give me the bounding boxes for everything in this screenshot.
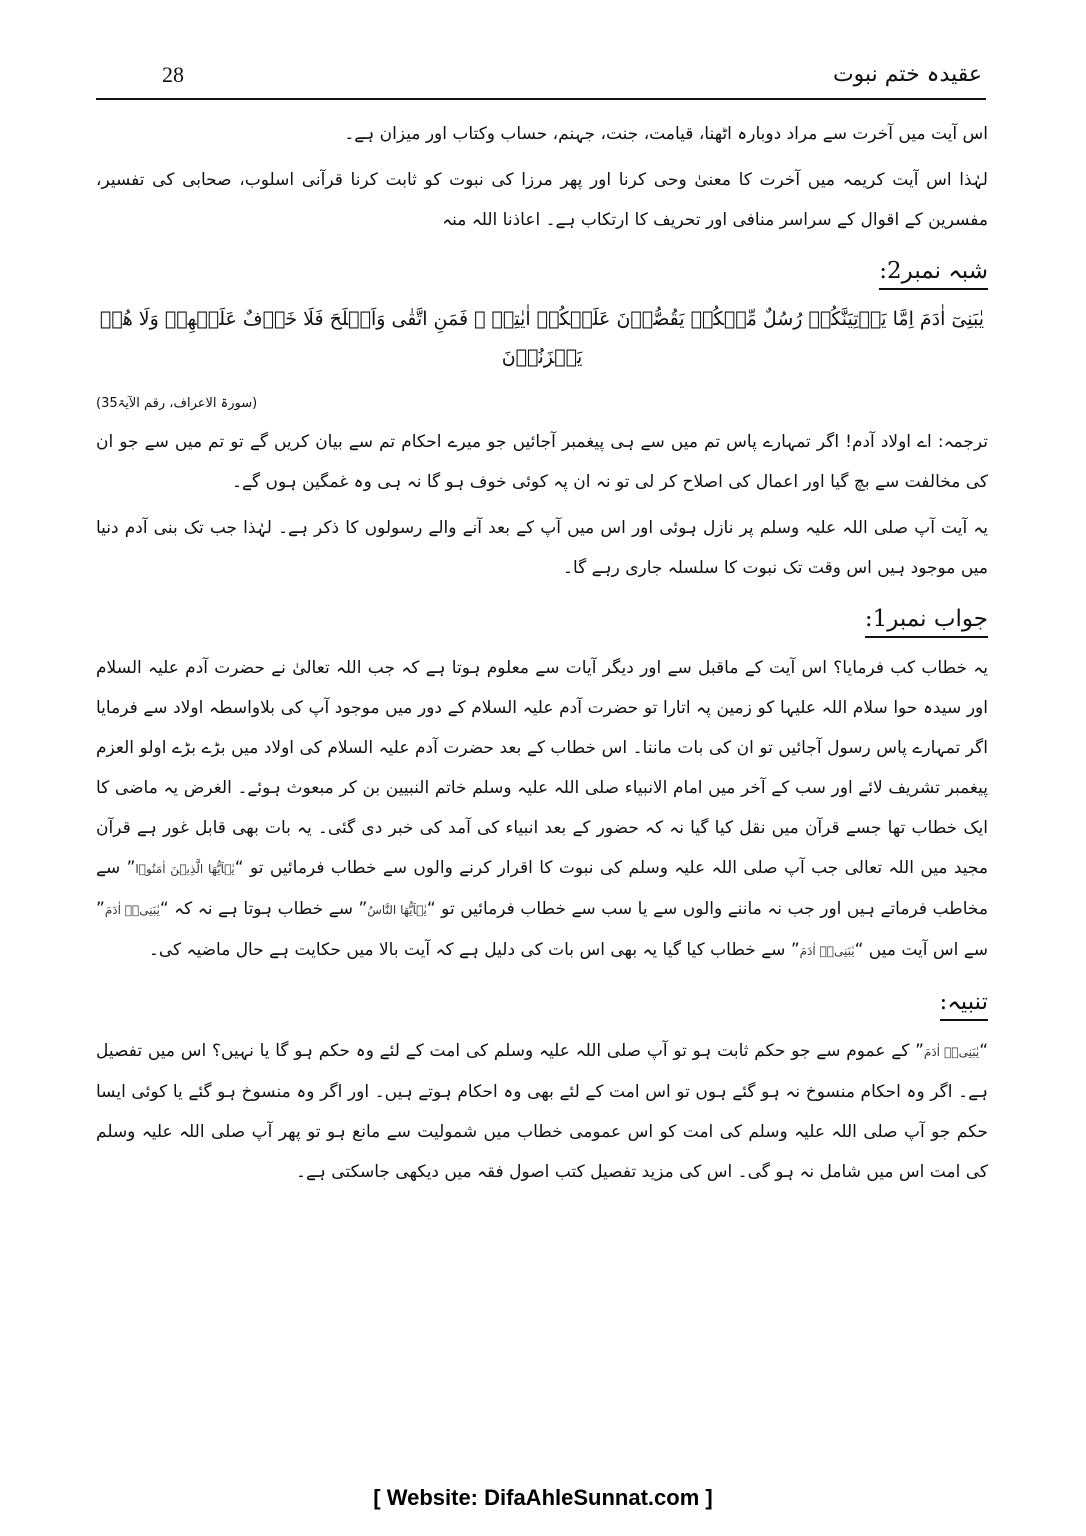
quran-verse: يٰبَنِىٓ اٰدَمَ اِمَّا يَاۡتِيَنَّكُمۡ رُسُلٌ مِّنۡكُمۡ يَقُصُّوۡنَ عَلَيۡكُمۡ اٰيٰتِىۡ ۙ فَمَنِ اتَّقٰى وَاَصۡلَحَ فَلَا خَوۡفٌ عَلَيۡهِمۡ وَلَا هُمۡ يَحۡزَنُوۡنَ — [99, 308, 985, 368]
section-doubt-2 — [96, 246, 988, 588]
note-body: “يٰبَنِىۡۤ اٰدَمَ” کے عموم سے جو حکم ثابت ہو تو آپ صلی اللہ علیہ وسلم کی امت کے لئے وہ حکم ہو گا یا نہیں؟ اس میں تفصیل ہے۔ اگر وہ احکام منسوخ نہ ہو گئے ہوں تو اس امت کے لئے بھی وہ احکام ہوتے ہیں۔ اور اگر وہ منسوخ ہو گئے یا کوئی ایسا حکم جو آپ صلی اللہ علیہ وسلم کی امت کو اس عمومی خطاب میں شمولیت سے مانع ہو تو پھر آپ صلی اللہ علیہ وسلم کی امت اس میں شامل نہ ہو گی۔ اس کی مزید تفصیل کتب اصول فقہ میں دیکھی جاسکتی ہے۔ — [96, 1041, 988, 1182]
website-footer: [ Website: DifaAhleSunnat.com ] — [373, 1485, 713, 1510]
note-text: کے عموم سے جو حکم ثابت ہو تو آپ صلی اللہ علیہ وسلم کی امت کے لئے وہ حکم ہو گا یا نہیں؟ اس میں تفصیل ہے۔ اگر وہ احکام منسوخ نہ ہو گئے ہوں تو اس امت کے لئے بھی وہ احکام ہوتے ہیں۔ اور اگر وہ منسوخ ہو گئے یا کوئی ایسا حکم جو آپ صلی اللہ علیہ وسلم کی امت کو اس عمومی خطاب میں شمولیت سے مانع ہو تو پھر آپ صلی اللہ علیہ وسلم کی امت اس میں شامل نہ ہو گی۔ اس کی مزید تفصیل کتب اصول فقہ میں دیکھی جاسکتی ہے۔ — [96, 1041, 988, 1182]
paragraph-conclusion: لہٰذا اس آیت کریمہ میں آخرت کا معنیٰ وحی کرنا اور پھر مرزا کی نبوت کو ثابت کرنا قرآنی اسلوب، صحابی کی تفسیر، مفسرین کے اقوال کے سراسر منافی اور تحریف کا ارتکاب ہے۔ اعاذنا اللہ منہ — [96, 170, 988, 230]
verse-reference: (سورۃ الاعراف، رقم الآیۃ35) — [96, 396, 258, 411]
quote-ya-bani-adam-1: يٰبَنِىۡۤ اٰدَمَ — [104, 903, 160, 917]
answer-text-a: یہ خطاب کب فرمایا؟ اس آیت کے ماقبل سے اور دیگر آیات سے معلوم ہوتا ہے کہ جب اللہ تعالیٰ نے حضرت آدم علیہ السلام اور سیدہ حوا سلام اللہ علیہا کو زمین پہ اتارا تو حضرت آدم علیہ السلام کے دور میں موجود آپ کی بلاواسطہ اولاد سے فرمایا اگر تمہارے پاس رسول آجائیں تو ان کی بات ماننا۔ اس خطاب کے بعد حضرت آدم علیہ السلام کی اولاد میں بڑے بڑے اولو العزم پیغمبر تشریف لائے اور سب کے آخر میں امام الانبیاء صلی اللہ علیہ وسلم خاتم النبیین بن کر مبعوث ہوئے۔ الغرض یہ ماضی کا ایک خطاب تھا جسے قرآن میں نقل کیا گیا نہ کہ حضور کے بعد انبیاء کی آمد کی خبر دی گئی۔ یہ بات بھی قابل غور ہے قرآن مجید میں اللہ تعالی جب آپ صلی اللہ علیہ وسلم کی نبوت کا اقرار کرنے والوں سے خطاب فرمائیں تو — [96, 658, 989, 878]
quote-ya-ayyuha-alladhina-amanu: يٰۤاَيُّهَا الَّذِيۡنَ اٰمَنُوۡا — [135, 862, 235, 876]
note-heading: تنبیہ: — [940, 985, 988, 1021]
page-header — [96, 60, 986, 100]
quote-ya-ayyuha-an-nas: يٰۤاَيُّهَا النَّاسُ — [367, 903, 427, 917]
doubt-claim: یہ آیت آپ صلی اللہ علیہ وسلم پر نازل ہوئی اور اس میں آپ کے بعد آنے والے رسولوں کا ذکر ہے۔ لہٰذا جب تک بنی آدم دنیا میں موجود ہیں اس وقت تک نبوت کا سلسلہ جاری رہے گا۔ — [96, 518, 988, 578]
verse-reference-wrap — [96, 382, 988, 422]
doubt-2-heading: شبہ نمبر2: — [879, 254, 988, 290]
verse-translation: ترجمہ: اے اولاد آدم! اگر تمہارے پاس تم میں سے ہی پیغمبر آجائیں جو میرے احکام تم سے بیان کریں گے تو تم میں سے جو ان کی مخالفت سے بچ گیا اور اعمال کی اصلاح کر لی تو نہ ان پہ کوئی خوف ہو گا نہ ہی وہ غمگین ہوں گے۔ — [96, 432, 988, 492]
section-note — [96, 977, 988, 1192]
answer-1-heading: جواب نمبر1: — [865, 602, 988, 638]
section-answer-1 — [96, 594, 988, 971]
quote-ya-bani-adam-2: يٰبَنِىۡۤ اٰدَمَ — [799, 944, 855, 958]
quote-ya-bani-adam-3: يٰبَنِىۡۤ اٰدَمَ — [923, 1045, 980, 1059]
answer-1-body: یہ خطاب کب فرمایا؟ اس آیت کے ماقبل سے اور دیگر آیات سے معلوم ہوتا ہے کہ جب اللہ تعالیٰ نے حضرت آدم علیہ السلام اور سیدہ حوا سلام اللہ علیہا کو زمین پہ اتارا تو حضرت آدم علیہ السلام کے دور میں موجود آپ کی بلاواسطہ اولاد سے فرمایا اگر تمہارے پاس رسول آجائیں تو ان کی بات ماننا۔ اس خطاب کے بعد حضرت آدم علیہ السلام کی اولاد میں بڑے بڑے اولو العزم پیغمبر تشریف لائے اور سب کے آخر میں امام الانبیاء صلی اللہ علیہ وسلم خاتم النبیین بن کر مبعوث ہوئے۔ الغرض یہ ماضی کا ایک خطاب تھا جسے قرآن میں نقل کیا گیا نہ کہ حضور کے بعد انبیاء کی آمد کی خبر دی گئی۔ یہ بات بھی قابل غور ہے قرآن مجید میں اللہ تعالی جب آپ صلی اللہ علیہ وسلم کی نبوت کا اقرار کرنے والوں سے خطاب فرمائیں تو “يٰۤاَيُّهَا الَّذِيۡنَ اٰمَنُوۡا” سے مخاطب فرماتے ہیں اور جب نہ ماننے والوں سے یا سب سے خطاب فرمائیں تو “يٰۤاَيُّهَا النَّاسُ” سے خطاب ہوتا ہے نہ کہ “يٰبَنِىۡۤ اٰدَمَ” سے اس آیت میں “يٰبَنِىۡۤ اٰدَمَ” سے خطاب کیا گیا یہ بھی اس بات کی دلیل ہے کہ آیت بالا میں حکایت ہے حال ماضیہ کی۔ — [96, 658, 989, 960]
answer-text-e: سے خطاب کیا گیا یہ بھی اس بات کی دلیل ہے کہ آیت بالا میں حکایت ہے حال ماضیہ کی۔ — [148, 940, 786, 960]
page-content — [96, 114, 988, 1198]
paragraph-afterlife-meaning: اس آیت میں آخرت سے مراد دوبارہ اٹھنا، قیامت، جنت، جہنم، حساب وکتاب اور میزان ہے۔ — [344, 124, 988, 144]
answer-text-b: سے مخاطب فرماتے ہیں اور جب نہ ماننے والوں سے یا سب سے خطاب فرمائیں تو — [96, 858, 988, 919]
answer-text-d: سے اس آیت میں — [868, 940, 988, 960]
answer-text-c: سے خطاب ہوتا ہے نہ کہ — [174, 899, 353, 919]
page-number: 28 — [162, 62, 184, 87]
book-title: عقیدہ ختم نبوت — [832, 62, 982, 87]
